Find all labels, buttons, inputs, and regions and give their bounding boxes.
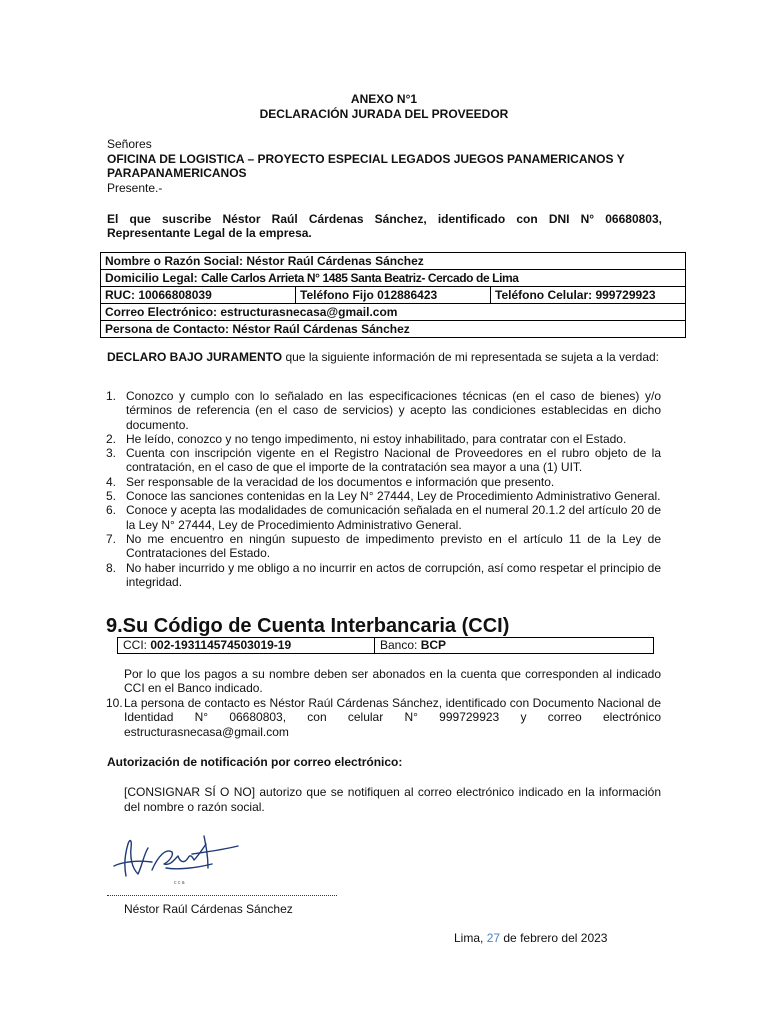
item-text: No haber incurrido y me obligo a no incurrir en actos de corrupción, así como respetar el principio de integridad.: [126, 560, 661, 589]
contacto-value: Néstor Raúl Cárdenas Sánchez: [232, 322, 410, 336]
cci-heading: 9.Su Código de Cuenta Interbancaria (CCI): [106, 615, 510, 637]
svg-text:c c a: c c a: [174, 880, 185, 886]
item-text: Conoce las sanciones contenidas en la Ley N° 27444, Ley de Procedimiento Administrativo General.: [126, 489, 661, 504]
list-item: [106, 489, 661, 503]
declaration-list: [106, 389, 661, 589]
item-text: Conoce y acepta las modalidades de comunicación señalada en el numeral 20.1.2 del artículo 20 de la Ley N° 27444, Ley de Procedimiento Administrativo General.: [126, 503, 661, 532]
list-item: [106, 503, 661, 532]
banco-label: Banco:: [380, 638, 421, 652]
correo-cell: [101, 304, 686, 321]
office-line-1: OFICINA DE LOGISTICA – PROYECTO ESPECIAL LEGADOS JUEGOS PANAMERICANOS Y: [107, 152, 625, 166]
handwritten-signature: [108, 826, 248, 890]
table-row: [118, 638, 654, 654]
cci-label: CCI:: [123, 638, 151, 652]
autorizacion-heading: Autorización de notificación por correo electrónico:: [107, 755, 403, 769]
date-line: [454, 931, 607, 945]
declaro-rest: que la siguiente información de mi representada se sujeta a la verdad:: [282, 350, 660, 364]
declaro-paragraph: [107, 350, 662, 364]
domicilio-label: Domicilio Legal:: [105, 271, 202, 285]
banco-cell: [375, 638, 654, 654]
contacto-label: Persona de Contacto:: [105, 322, 233, 336]
date-prefix: Lima,: [454, 931, 487, 945]
list-item: [106, 561, 661, 590]
provider-info-table: [100, 252, 686, 338]
intro-paragraph: El que suscribe Néstor Raúl Cárdenas Sánchez, identificado con DNI N° 06680803, Representante Legal de la empresa.: [107, 212, 662, 240]
item-number: 6.: [106, 503, 117, 518]
table-row: [101, 304, 686, 321]
banco-value: BCP: [420, 638, 447, 652]
correo-value: estructurasnecasa@gmail.com: [220, 305, 398, 319]
razon-social-value: Néstor Raúl Cárdenas Sánchez: [246, 254, 424, 268]
item-text: He leído, conozco y no tengo impedimento, ni estoy inhabilitado, para contratar con el Estado.: [126, 431, 627, 446]
item-text: No me encuentro en ningún supuesto de impedimento previsto en el artículo 11 de la Ley de Contrataciones del Estado.: [126, 531, 661, 561]
signer-name: Néstor Raúl Cárdenas Sánchez: [124, 902, 293, 916]
cci-table: [117, 637, 654, 654]
domicilio-cell: [101, 270, 686, 287]
cci-cell: [118, 638, 375, 654]
ruc-cell: RUC: 10066808039: [101, 287, 296, 304]
list-item: [106, 532, 661, 561]
cci-value: 002-193114574503019-19: [150, 638, 292, 652]
presente: Presente.-: [107, 181, 163, 195]
list-item: [106, 432, 661, 446]
signature-line: [107, 887, 337, 896]
domicilio-value: Calle Carlos Arrieta N° 1485 Santa Beatriz- Cercado de Lima: [201, 271, 519, 285]
list-item: [106, 389, 661, 432]
table-row: [101, 253, 686, 270]
autorizacion-text: [CONSIGNAR SÍ O NO] autorizo que se notifiquen al correo electrónico indicado en la información del nombre o razón social.: [124, 785, 661, 814]
item-10-text: La persona de contacto es Néstor Raúl Cárdenas Sánchez, identificado con Documento Nacional de Identidad N° 06680803, con celular N° 999729923 y correo electrónico estructurasnecasa@gmail.com: [124, 696, 661, 739]
table-row: [101, 287, 686, 304]
item-number: 4.: [106, 474, 117, 489]
table-row: [101, 321, 686, 338]
item-number: 7.: [106, 531, 117, 546]
telefono-fijo-cell: Teléfono Fijo 012886423: [296, 287, 491, 304]
contacto-cell: [101, 321, 686, 338]
razon-social-label: Nombre o Razón Social:: [105, 254, 247, 268]
item-text: Cuenta con inscripción vigente en el Registro Nacional de Proveedores en el rubro objeto de la contratación, en el caso de que el importe de la contratación sea mayor a una (1) UIT.: [126, 446, 661, 475]
item-text: Ser responsable de la veracidad de los documentos e información que presento.: [126, 474, 555, 489]
razon-social-cell: [101, 253, 686, 270]
item-number: 1.: [106, 389, 117, 403]
item-number: 3.: [106, 446, 117, 461]
correo-label: Correo Electrónico:: [105, 305, 221, 319]
declaro-bold: DECLARO BAJO JURAMENTO: [107, 350, 283, 364]
item-10-number: 10.: [106, 696, 123, 710]
item-text: Conozco y cumplo con lo señalado en las especificaciones técnicas (en el caso de bienes) y/o términos de referencia (en el caso de servicios) y acepto las condiciones establecidas en dicho documento.: [126, 389, 661, 432]
item-number: 2.: [106, 431, 117, 446]
table-row: [101, 270, 686, 287]
item-number: 8.: [106, 560, 117, 575]
list-item: [106, 446, 661, 475]
annex-number: ANEXO N°1: [350, 92, 418, 106]
office-line-2: PARAPANAMERICANOS: [107, 166, 247, 180]
list-item: [106, 475, 661, 489]
document-title: DECLARACIÓN JURADA DEL PROVEEDOR: [259, 107, 509, 121]
date-day: 27: [486, 931, 501, 945]
telefono-celular-cell: Teléfono Celular: 999729923: [491, 287, 686, 304]
salutation: Señores: [107, 137, 152, 151]
item-number: 5.: [106, 489, 117, 504]
payments-paragraph: Por lo que los pagos a su nombre deben ser abonados en la cuenta que corresponden al indicado CCI en el Banco indicado.: [124, 667, 661, 696]
date-suffix: de febrero del 2023: [500, 931, 608, 945]
